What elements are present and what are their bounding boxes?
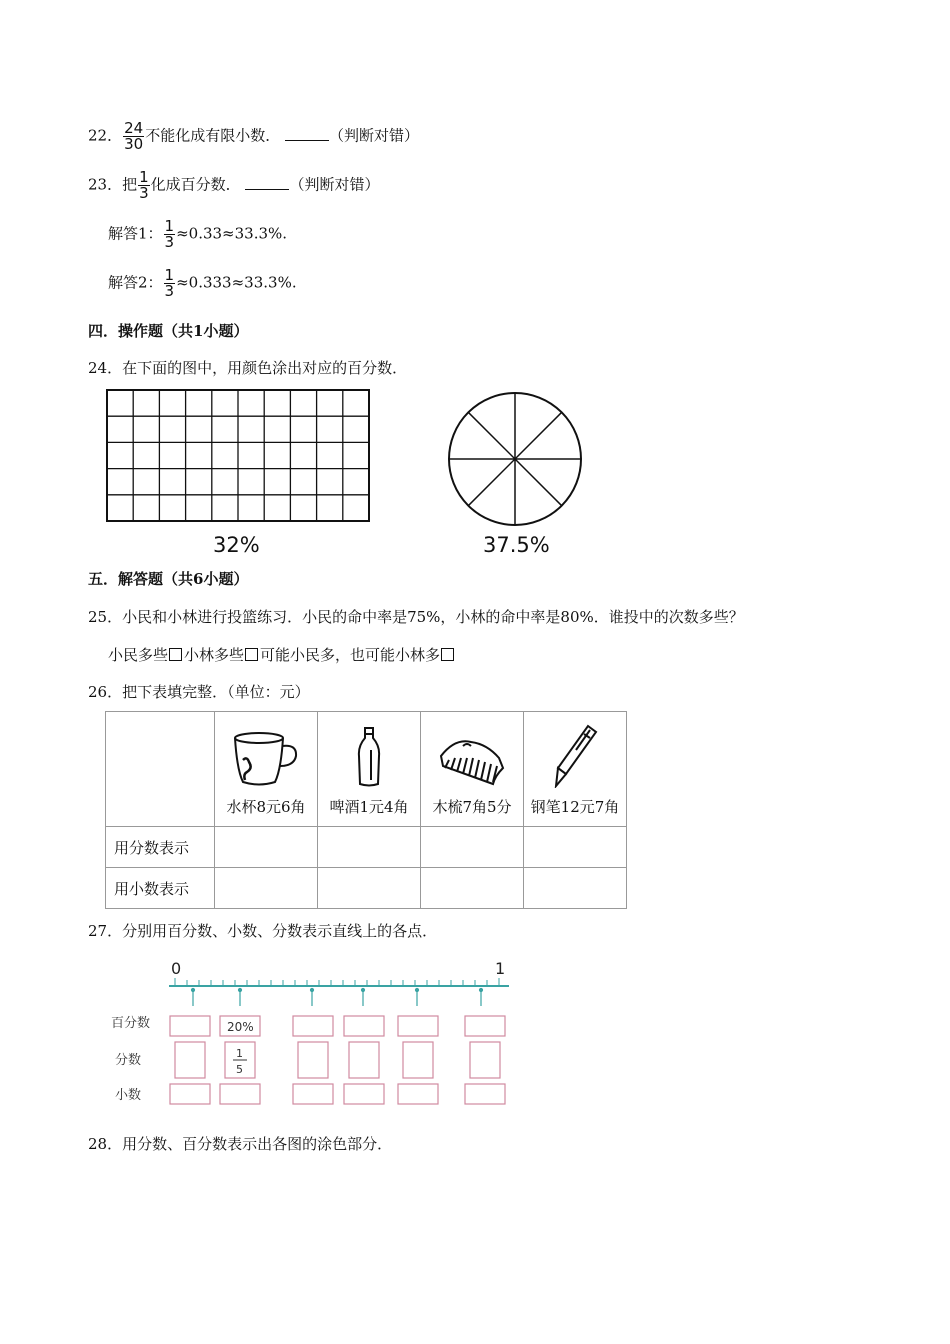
q26-table [105,711,627,909]
q27-decimal-box[interactable] [398,1084,438,1104]
q23-answer-1-label: 解答1： [108,224,163,243]
q27-end-label: 1 [495,959,506,978]
q23-number: 23． [88,175,123,194]
q24-grid-label: 32% [213,533,260,557]
q27-text: 分别用百分数、小数、分数表示直线上的各点． [122,922,438,940]
q27-number: 27． [88,922,123,940]
q28-number: 28． [88,1135,123,1153]
comb-icon [437,736,507,788]
q27-row-label-decimal: 小数 [115,1088,142,1103]
q25-option-2: 小林多些 [184,646,245,664]
q28-text: 用分数、百分数表示出各图的涂色部分． [122,1135,393,1153]
q27 [88,921,437,941]
q23-fraction [138,170,150,201]
q23 [88,170,379,201]
q22-fraction [123,121,144,152]
q27-percent-box[interactable] [344,1016,384,1036]
q25-options [108,645,456,665]
q23-answer-2-text: ≈0.333≈33.3%. [176,273,297,292]
bottle-icon [354,726,384,788]
q23-answer-2-fraction [164,268,176,299]
q28 [88,1134,392,1154]
q27-example-fraction-denominator: 5 [236,1063,243,1076]
q26-item-beer-label: 啤酒1元4角 [329,798,409,816]
q23-fraction-denominator: 3 [139,184,149,202]
pen-icon [550,724,600,788]
q26-row-fraction-header: 用分数表示 [106,827,215,868]
q22-fraction-numerator: 24 [124,119,144,137]
q22 [88,121,419,152]
q24-text: 在下面的图中，用颜色涂出对应的百分数． [122,359,408,377]
q25-text: 小民和小林进行投篮练习．小民的命中率是75%，小林的命中率是80%．谁投中的次数多些？ [122,608,744,626]
q26-item-cup-label: 水杯8元6角 [226,798,306,816]
q27-number-line-figure [105,956,525,1116]
cup-icon [231,730,301,788]
q22-fraction-denominator: 30 [124,135,144,153]
q25-option-1: 小民多些 [108,646,169,664]
q27-example-percent: 20% [227,1020,254,1034]
q25-number: 25． [88,608,123,626]
q26-item-pen [524,712,627,827]
q27-ticks [175,978,499,986]
q24-number: 24． [88,359,123,377]
q26-item-beer [318,712,421,827]
q26-item-pen-label: 钢笔12元7角 [530,798,620,816]
q23-answer-blank[interactable] [245,175,289,190]
q27-fraction-box[interactable] [470,1042,500,1078]
q26-decimal-cell[interactable] [421,868,524,909]
q24-grid[interactable] [106,389,371,523]
q26-decimal-cell[interactable] [524,868,627,909]
q27-decimal-box[interactable] [220,1084,260,1104]
q23-answer-2-label: 解答2： [108,273,163,292]
q23-answer-1-den: 3 [164,233,175,251]
q27-decimal-box[interactable] [293,1084,333,1104]
q26-fraction-cell[interactable] [215,827,318,868]
q26-number: 26． [88,683,123,701]
q23-answer-2-num: 1 [164,266,175,284]
q25 [88,607,744,627]
q22-text: 不能化成有限小数． [145,126,281,145]
q23-answer-1 [108,219,287,250]
q27-example-fraction-numerator: 1 [236,1047,243,1060]
q27-row-label-fraction: 分数 [115,1053,142,1068]
q23-answer-1-text: ≈0.33≈33.3%. [176,224,288,243]
q27-row-label-percent: 百分数 [111,1016,151,1031]
q27-decimal-box[interactable] [465,1084,505,1104]
q24-circle[interactable] [446,390,584,528]
q23-answer-1-num: 1 [164,217,175,235]
q23-answer-2 [108,268,297,299]
q27-percent-box[interactable] [398,1016,438,1036]
q27-percent-box[interactable] [465,1016,505,1036]
q25-option-3: 可能小民多，也可能小林多 [260,646,441,664]
q27-start-label: 0 [171,959,182,978]
section-5-heading: 五．解答题（共6小题） [88,570,249,588]
q22-answer-blank[interactable] [285,126,329,141]
q23-answer-2-den: 3 [164,282,175,300]
q25-option-3-checkbox[interactable] [441,648,454,661]
q26-text: 把下表填完整．（单位：元） [122,683,310,701]
q27-points [192,989,483,1007]
q25-option-1-checkbox[interactable] [169,648,182,661]
q23-answer-1-fraction [164,219,176,250]
q26-row-decimal-header: 用小数表示 [106,868,215,909]
q27-percent-box[interactable] [293,1016,333,1036]
q27-decimal-box[interactable] [170,1084,210,1104]
q27-decimal-box[interactable] [344,1084,384,1104]
q26-decimal-cell[interactable] [318,868,421,909]
section-4-heading: 四．操作题（共1小题） [88,322,249,340]
q26-item-comb-label: 木梳7角5分 [432,798,512,816]
q26 [88,682,310,702]
q26-fraction-cell[interactable] [524,827,627,868]
q25-option-2-checkbox[interactable] [245,648,258,661]
q23-prefix: 把 [122,175,138,194]
q27-fraction-box[interactable] [175,1042,205,1078]
q23-text: 化成百分数． [150,175,241,194]
q24-circle-label: 37.5% [483,533,550,557]
q26-item-cup [215,712,318,827]
q27-percent-box[interactable] [170,1016,210,1036]
q26-fraction-cell[interactable] [318,827,421,868]
q23-fraction-numerator: 1 [139,168,149,186]
q27-fraction-box[interactable] [403,1042,433,1078]
q26-table-corner [106,712,215,827]
q26-fraction-cell[interactable] [421,827,524,868]
q26-item-comb [421,712,524,827]
q26-decimal-cell[interactable] [215,868,318,909]
q27-fraction-box[interactable] [298,1042,328,1078]
q27-fraction-box[interactable] [349,1042,379,1078]
q22-number: 22． [88,126,123,145]
q23-note: （判断对错） [289,175,380,194]
q22-note: （判断对错） [328,126,419,145]
q24 [88,358,407,378]
